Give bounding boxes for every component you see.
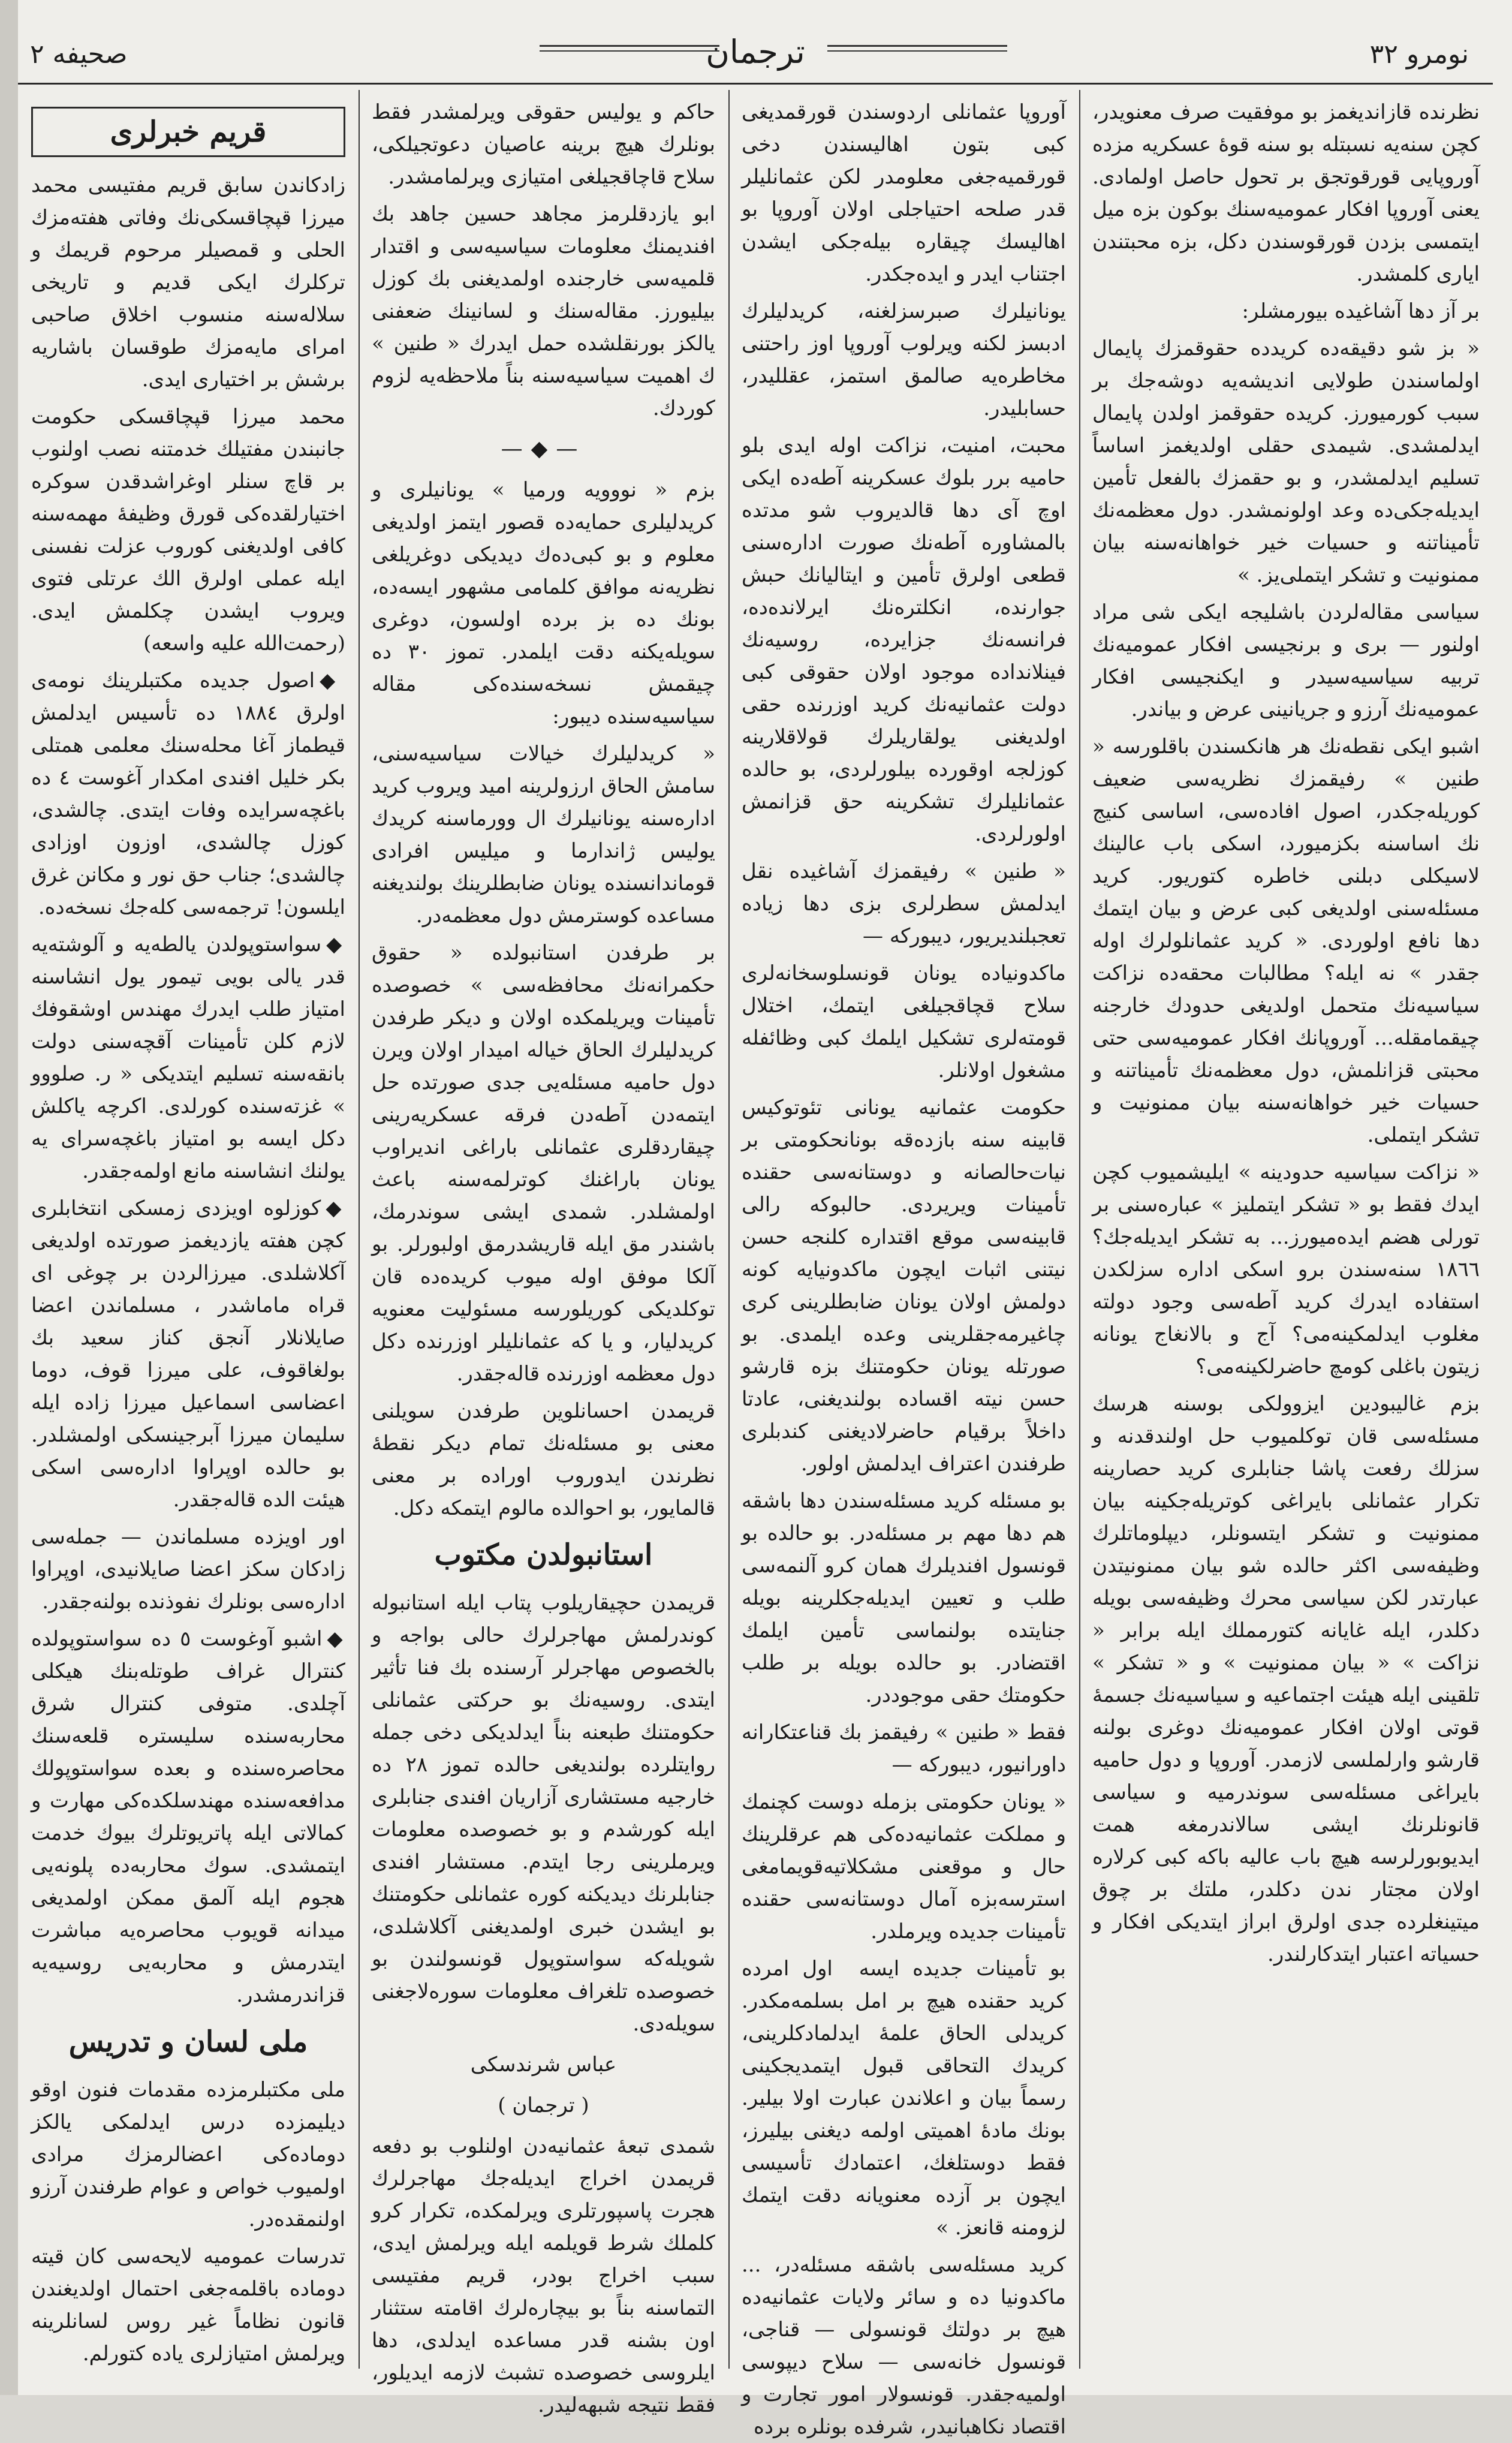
letter-signature: عباس شرندسكى	[470, 2053, 617, 2077]
news-item	[31, 928, 345, 1187]
section-heading-language: ملى لسان و تدريس	[68, 2025, 308, 2059]
col3-paragraph: ابو يازدقلرمز مجاهد حسين جاهد بك افنديمنك معلومات سياسيه‌سى و اقتدار قلميه‌سى خارجنده اولمديغنى بك كوزل بيليورز. مقاله‌سنك و لسانينك ضعفنى يالكز بورنقلشده حمل ايدرك « طنين » ك اهميت سياسيه‌سنه بناً ملاحظه‌يه لزوم كوردك.	[372, 202, 715, 420]
header-ornament-left	[540, 45, 719, 52]
section-heading-letter: استانبولدن مكتوب	[434, 1538, 653, 1572]
col1-paragraph: سياسى مقاله‌لردن باشليجه ايكى شى مراد اولنور — برى و برنجيسى افكار عموميه‌نك تربيه سياسيه‌سيدر و ايكنجيسى افكار عموميه‌نك آرزو و جريانينى عرض و بياندر.	[1092, 600, 1480, 721]
col1-paragraph: اشبو ايكى نقطه‌نك هر هانكسندن باقلورسه « طنين » رفيقمزك نظريه‌سى ضعيف كوريله‌جكدر، اصول افاده‌سى، اساسى كنيج نك اساسنه بكزميورد، اسكى باب عالينك لاسيكلى دبلنى خاطره كتوريور. كريد مسئله‌سنى اولديغى كبى عرض و بيان ايتمك دها نافع اولوردى. « كريد عثمانلولرك اوله جقدر » نه ايله؟ مطالبات محقه‌ده نزاكت سياسيه‌نك متحمل اولديغى حدودك خارجنه چيقمامقله... آوروپانك افكار عموميه‌سى حتى محبتى قزانلمش، دول معظمه‌نك تأميناتنه و حسيات خير خواهانه‌سنه بيان ممنونيت و تشكر ايتملى.	[1092, 735, 1480, 1147]
col2-paragraph: فقط « طنين » رفيقمز بك قناعتكارانه داورانيور، ديبورکه —	[742, 1720, 1066, 1777]
col3-paragraph: حاكم و يوليس حقوقى ويرلمشدر فقط بونلرك هيچ برينه عاصيان دعوتجيلكى، سلاح قاچاقجيلغى امتيازى ويرلمامشدر.	[372, 100, 715, 189]
column-divider	[728, 90, 730, 2369]
diamond-bullet-icon: ◆	[326, 1196, 345, 1220]
scan-margin	[0, 0, 18, 2395]
news-item-text: سواستوپولدن يالطه‌يه و آلوشته‌يه قدر يالى بويى تيمور يول انشاسنه امتياز طلب ايدرك مهندس اوشقوفك لازم كلن تأمينات آقچه‌سنى دولت بانقه‌سنه تسليم ايتديكى « ر. صلووو » غزته‌سنده كورلدى. اكرچه ياكلش دكل ايسه بو امتياز باغچه‌سراى يه يولنك انشاسنه مانع اولمه‌جقدر.	[31, 932, 345, 1183]
col3-paragraph: بزم « نووويه ورميا » يونانيلرى و كريدليلرى حمايه‌ده قصور ايتمز اولديغى معلوم و بو كبى‌ده‌ك ديديكى دوغريلغى نظريه‌نه موافق كلمامى مشهور ايسه‌ده، بونك ده بز برده اولسون، دوغرى سويله‌يكنه دقت ايلمدر. تموز ٣٠ ده چيقمش نسخه‌سندەكى مقاله سياسيه‌سنده ديبور:	[372, 478, 716, 729]
col2-paragraph: بو تأمينات جديده ايسه ‌ اول امرده كريد حقنده هيچ بر امل بسلمه‌مكدر. كريدلى الحاق علمهٔ ايدلمادكلرينى، كريدك التحاقى قبول ايتمديجكينى رسماً بيان و اعلاندن عبارت اولا بيلير. بونك مادهٔ اهميتى اولمه ديغنى بيليرز، فقط دوستلغك، اعتمادك تأسيسى ايچون بر آزده معنويانه دقت ايتمك لزومنه قانعز. »	[742, 1957, 1066, 2240]
col1-paragraph: « نزاكت سياسيه حدودينه » ايليشميوب كچن ايدك فقط بو « تشكر ايتمليز » عباره‌سنى بر تورلى هضم ايده‌ميورز... به تشكر ايديله‌جك؟ ١٨٦٦ سنه‌سندن برو اسكى اداره سزلكدن استفاده ايدرك كريد آطه‌سى وجود دولته مغلوب ايدلمكينه‌مى؟ آج و بالانغاج يونانه زيتون باغلى كومچ حاضرلكينه‌مى؟	[1092, 1160, 1480, 1379]
col2-paragraph: آوروپا عثمانلى اردوسندن قورقمديغى كبى بتون اهاليسندن دخى قورقميه‌جغى معلومدر لكن عثمانليلر قدر صلحه احتياجلى اولان آوروپا بو اهاليسك چيقاره بيله‌جكى ايشدن اجتناب ايدر و ايده‌جكدر.	[742, 100, 1066, 286]
header-ornament-right	[827, 45, 1007, 52]
col3-paragraph: شمدى تبعهٔ عثمانيه‌دن اولنلوب بو دفعه قريمدن اخراج ايديله‌جك مهاجرلرك هجرت پاسپورتلرى ويرلمكده، تكرار كرو كلملك شرط قويلمه ايله ويرلمش ايدى، سبب اخراج بودر، قريم مفتيسى التماسنه بناً بو بيچاره‌لرك اقامته ستثنار اون بشنه قدر مساعده ايدلدى، دها ايلروسى خصوصده تشبث لازمه ايديلور، فقط نتيجه شبهه‌ليدر.	[372, 2134, 715, 2417]
news-item	[31, 1192, 345, 1516]
column-divider	[1079, 90, 1080, 2369]
column-4	[18, 90, 359, 2369]
col4-paragraph: تدرسات عموميه لايحه‌سى كان قيته دوماده باقلمه‌جغى احتمال اولديغندن قانون نظاماً غير روس لسانلرينه ويرلمش امتيازلرى ياده كتورلم.	[31, 2245, 345, 2366]
news-item	[31, 1521, 345, 1618]
news-item	[31, 664, 345, 923]
col4-paragraph: محمد ميرزا قپچاقسكى حكومت جانبندن مفتيلك خدمتنه نصب اولنوب بر قاچ سنلر اوغراشدقدن سوكره اختيارلقده‌كى قورق وظيفهٔ مهمه‌سنه كافى اولديغنى كوروب عزلت نفسنى ايله عملى اولرق الك عرتلى فتوى ويروب ايشدن چكلمش ايدى. (رحمت‌الله عليه واسعه)	[31, 405, 345, 655]
column-1	[1079, 90, 1493, 2369]
column-3	[359, 90, 728, 2417]
page-header	[18, 12, 1493, 84]
column-2	[728, 90, 1079, 2439]
col1-paragraph: بزم غاليبودين ايزوولكى بوسنه هرسك مسئله‌سى قان توكلميوب حل اولندقدنه و سزلك رفعت پاشا جنابلرى كريد حصارينه تكرار عثمانلى بايراغى كوتريله‌جكينه بيان ممنونيت و تشكر ايتسونلر، ديپلوماتلرك وظيفه‌سى اكثر حالده شو بيان ممنونيتدن عبارتدر لكن سياسى محرك وظيفه‌سى بويله دكلدر، ايله غايانه كتورمملك ايله برابر « نزاكت » « بيان ممنونيت » و « تشكر » تلقينى ايله هيئت اجتماعيه و سياسيه‌نك جسمهٔ قوتى اولان افكار عموميه‌نك دوغرى بولنه قارشو وارلملسى لازمدر. آوروپا و دول حاميه بايراغى مسئله‌سى سوندرميه و سياسى قانونلرنك ايشى سالاندرمغه همت ايديوبورلرسه هيچ باب عاليه باكه كبى كرلاره اولان مجتار ندن دكلدر، ملتك بر چوق ميتينغلرده جدى اولرق ابراز ايتديكى افكار و حسياته اعتبار ايتدكارلندر.	[1092, 1392, 1480, 1966]
column-divider	[359, 90, 360, 2369]
section-label: ( ترجمان )	[498, 2093, 589, 2117]
diamond-bullet-icon: ◆	[326, 932, 345, 956]
col1-paragraph: نظرنده قازانديغمز بو موفقيت صرف معنويدر، كچن سنه‌يه نسبتله بو سنه قوهٔ عسكريه مزده آوروپايى قورقوتجق بر تحول حاصل اولمادى. يعنى آوروپا افكار عموميه‌سنك بوكون بزه ميل ايتمسى بزدن قورقوسندن دكل، بزه محبتندن ايارى كلمشدر.	[1092, 100, 1480, 286]
diamond-bullet-icon: ◆	[327, 1627, 345, 1651]
col2-paragraph: حكومت عثمانيه يونانى تئوتوكيس قابينه سنه بازده‌قه بونانحكومتى بر نيات‌حالصانه و دوستانه‌سى حقنده تأمينات ويريردى. حالبوكه رالى قابينه‌سى موقع اقتداره كلنجه حسن نيتنى اثبات ايچون ماكدونيايه كونه دولمش اولان يونان ضابطلرينى كرى چاغيرمه‌جقلرينى وعده ايلمدى. بو صورتله يونان حكومتنك بزه قارشو حسن نيته اقساده بولنديغنى، عادتا داخلاً برقيام حاضرلاديغنى كندبلرى طرفندن اعتراف ايدلمش اولور.	[742, 1096, 1066, 1476]
col3-paragraph: قريمدن احسانلوين طرفدن سويلنى معنى بو مسئله‌نك تمام ديكر نقطهٔ نظرندن ايدوروب اوراده بر معنى قالمايور، بو احوالده مالوم ايتمكه دكل.	[372, 1399, 715, 1520]
col2-paragraph: بو مسئله كريد مسئله‌سندن دها باشقه هم دها مهم بر مسئله‌در. بو حالده بو قونسول افنديلرك همان كرو آلنمه‌سى طلب و تعيين ايديله‌جكلرينه بويله جنايتده بولنماسى تأمين ايلمك اقتضادر. بو حالده بويله بر طلب حكومتك حقى موجوددر.	[742, 1489, 1066, 1707]
col3-paragraph: بر طرفدن استانبولده « حقوق حكمرانه‌نك محافظه‌سى » خصوصده تأمينات ويريلمكده اولان و ديكر طرفدن كريدليلرك الحاق خياله اميدار اولان ويرن دول حاميه مسئله‌يى جدى صورتده حل ايتمه‌دن آطه‌دن فرقه عسكريه‌رينى چيقاردقلرى عثمانلى باراغى انديراوب يونان باراغنك كوترلمه‌سنه باعث اولمشلدر. شمدى ايشى سوندرمك، باشندر مق ايله قاريشدرمق اولبورلر. بو آلكا موفق اوله ميوب كريده‌ده قان توكلديكى كوريلورسه مسئوليت معنويه كريدليار، و يا كه عثمانليلر اوزرنده دكل دول معظمه اوزرنده قاله‌جقدر.	[372, 941, 715, 1386]
masthead-title: ترجمان	[706, 33, 805, 71]
section-separator: —◆—	[501, 437, 586, 461]
col1-paragraph: بر آز دها آشاغيده بيورمشلر:	[1242, 299, 1480, 323]
news-item	[31, 1623, 345, 2011]
col2-paragraph: « طنين » رفيقمزك آشاغيده نقل ايدلمش سطرلرى بزى دها زياده تعجبلنديريور، ديبورکه —	[742, 859, 1066, 948]
letter-paragraph: قريمدن حچيقاريلوب پتاب ايله استانبوله كوندرلمش مهاجرلرك حالى بواجه و بالخصوص مهاجرلر آرسنده بك فنا تأثير ايتدى. روسيه‌نك بو حركتى عثمانلى حكومتنك طبعنه بناً ايدلديكى دخى جمله روايتلرده بولنديغى حالده تموز ٢٨ ده خارجيه مستشارى آزاريان افندى جنابلرى ايله كورشدم و بو خصوصده معلومات ويرملرينى رجا ايتدم. مستشار افندى جنابلرنك ديديكنه كوره عثمانلى حكومتنك بو ايشدن خبرى اولمديغنى آكلاشلدى، شويله‌كه سواستوپول قونسولندن بو خصوصده تلغراف معلومات سوره‌لاجغنى سويله‌دى.	[372, 1591, 715, 2036]
col2-paragraph: يونانيلرك صبرسزلغنه، كريدليلرك ادبسز لكنه ويرلوب آوروپا اوز راحتنى مخاطره‌يه صالمق استمز، عقلليدر، حسابليدر.	[742, 299, 1066, 420]
issue-number: نومرو ٣٢	[1369, 39, 1469, 70]
page-number: صحيفه ٢	[30, 39, 128, 70]
col2-paragraph: كريد مسئله‌سى باشقه مسئله‌در، ... ماكدونيا ده و سائر ولايات عثمانيه‌ده هيچ بر دولتك قونسولى — قناجى، قونسول خانه‌سى — سلاح ديپوسى اولميه‌جقدر. قونسولار امور تجارت و اقتصاد نكاهبانيدر، شرفده بونلره برده	[742, 2253, 1066, 2439]
col3-paragraph: « كريدليلرك خيالات سياسيه‌سنى، سامش الحاق ارزولرينه اميد ويروب كريد اداره‌سنه يونانيلرك ال وورماسنه كريدك يوليس ژاندارما و ميليس افرادى قوماندانسنده يونان ضابطلرينك بولنديغنه مساعده كوسترمش دول معظمه‌در.	[372, 742, 715, 928]
header-rule	[18, 83, 1493, 85]
col2-paragraph: ماكدونياده يونان قونسلوسخانه‌لرى سلاح قچاقجيلغى ايتمك، اختلال قومته‌لرى تشكيل ايلمك كبى وظائفله مشغول اولانلر.	[742, 961, 1066, 1082]
news-item-text: اور اويزده مسلماندن — جمله‌سى زادكان سكز اعضا صايلانيدى، اوپراوا اداره‌سى بونلرك نفوذنده بولنه‌جقدر.	[31, 1525, 345, 1614]
news-item-text: اصول جديده مكتبلرينك نومه‌ى اولرق ١٨٨٤ ده تأسيس ايدلمش قيطماز آغا محله‌سنك معلمى همتلى بكر خليل افندى امكدار آغوست ٤ ده باغچه‌سرايده وفات ايتدى. چالشدى، كوزل چالشدى، اوزون اوزادى چالشدى؛ جناب حق نور و مكانن غرق ايلسون! ترجمه‌سى كله‌جك نسخه‌ده.	[31, 669, 345, 919]
col4-paragraph: ملى مكتبلرمزده مقدمات فنون اوقو ديليمزده درس ايدلمكى يالكز دوماده‌كى اعضالرمزك مرادى اولميوب خواص و عوام طرفندن آرزو اولنمقده‌در.	[31, 2078, 345, 2231]
col1-paragraph: « بز شو دقيقه‌ده كريدده حقوقمزك پايمال اولماسندن طولايى انديشه‌يه دوشه‌جك بر سبب كورميورز. كريده حقوقمز اولدن پايمال ايدلمشدى. شيمدى حقلى اولديغمز اساساً تسليم ايدلمشدر، و بو حقمزك بالفعل تأمين ايديله‌جكى‌ده وعد اولونمشدر. دول معظمه‌نك تأميناتنه و حسيات خير خواهانه‌سنه بيان ممنونيت و تشكر ايتملى‌يز. »	[1092, 336, 1480, 587]
col2-paragraph: « يونان حكومتى بزمله دوست كچنمك و مملكت عثمانيه‌ده‌كى هم عرقلرينك حال و موقعنى مشكلاتيه‌قويمامغى استرسه‌بزه آمال دوستانه‌سى حقنده تأمينات جديده ويرملدر.	[742, 1790, 1066, 1943]
news-item-text: كوزلوه اويزدى زمسكى انتخابلرى كچن هفته يازديغمز صورتده اولديغى آكلاشلدى. ميرزالردن بر چوغى اى قراه ماماشدر ، مسلماندن اعضا صايلانلار آنجق كناز سعيد بك بولغاقوف، على ميرزا قوف، دوما اعضاسى اسماعيل ميرزا زاده ايله سليمان ميرزا آبرجينسكى اولمشلدر. بو حالده اوپراوا اداره‌سى اسكى هيئت الده قاله‌جقدر.	[31, 1196, 345, 1512]
section-heading-crimea: قريم خبرلرى	[31, 107, 345, 157]
col2-paragraph: محبت، امنيت، نزاكت اوله ايدى بلو حاميه برر بلوك عسكرينه آطه‌ده ايكى اوچ آى دها قالديروب شو مدتده بالمشاوره آطه‌نك صورت اداره‌سنى قطعى اولرق تأمين و ايتاليانك حبش جوارنده، انكلترەنك ايرلانده‌ده، فرانسه‌نك جزايرده، روسيه‌نك فينلانداده موجود اولان حقوقى كبى دولت عثمانيه‌نك كريد اوزرنده حقى اولديغنى يولقاريلرك قولاقلارينه كوزلجه اوقورده بيلورلردى، بو حالده عثمانليلرك تشكرينه حق قزانمش اولورلردى.	[742, 434, 1066, 846]
col4-paragraph: زادكاندن سابق قريم مفتيسى محمد ميرزا قپچاقسكى‌نك وفاتى هفته‌مزك الحلى و قمصيلر مرحوم قريمك و تركلرك ايكى قديم و تاريخى سلاله‌سنه منسوب اخلاق صاحبى امراى مايه‌مزك طوقسان باشاريه برشش بر اختيارى ايدى.	[31, 173, 345, 392]
news-item-text: اشبو آوغوست ٥ ده سواستوپولده كنترال غراف طوتله‌بنك هيكلى آچلدى. متوفى كنترال شرق محاربه‌سنده سليستره قلعه‌سنك محاصره‌سنده و بعده سواستوپولك مدافعه‌سنده مهندسلكده‌كى مهارت و كمالاتى ايله پاتريوتلرك بيوك خدمت ايتمشدى. سوك محاربه‌ده پلونه‌يى هجوم ايله آلمق ممكن اولمديغى ميدانه قويوب محاصره‌يه مباشرت ايتدرمش و محاربه‌يى روسيه‌يه قزاندرمشدر.	[31, 1627, 345, 2007]
diamond-bullet-icon: ◆	[320, 669, 345, 693]
